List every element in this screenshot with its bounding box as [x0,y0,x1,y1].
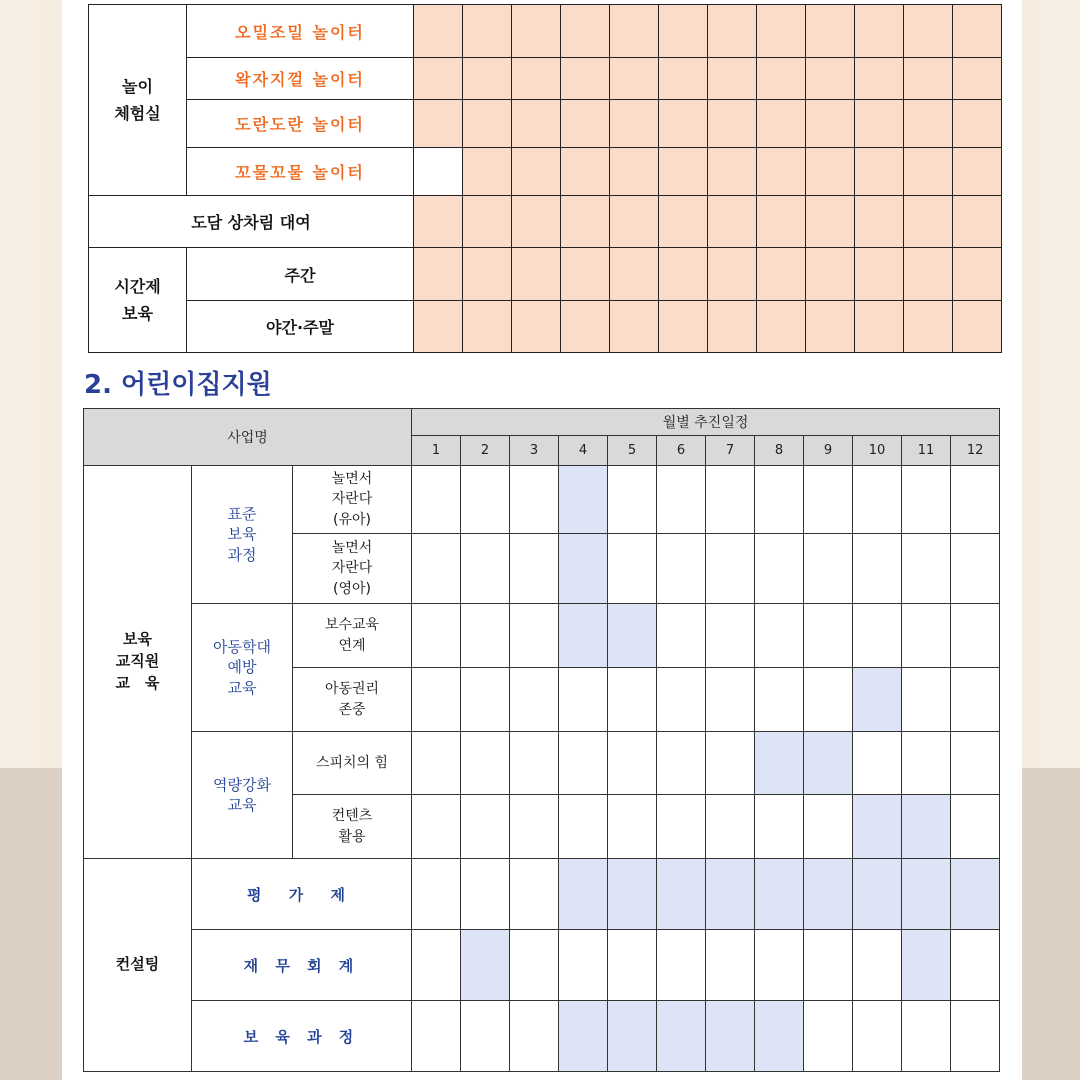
schedule-cell [608,859,657,930]
table-row [89,248,1002,301]
schedule-cell [951,466,1000,534]
schedule-cell [610,248,659,301]
schedule-cell [902,930,951,1001]
schedule-cell [755,930,804,1001]
table-row [89,148,1002,196]
daycare-support-table [83,408,1000,1072]
schedule-cell [755,732,804,795]
play-room-item: 도란도란 놀이터 [187,100,414,148]
month-header-6: 6 [657,436,706,466]
schedule-cell [757,5,806,58]
schedule-cell [804,668,853,732]
play-room-item: 오밀조밀 놀이터 [187,5,414,58]
schedule-cell [659,58,708,100]
schedule-cell [461,466,510,534]
schedule-cell [512,301,561,353]
schedule-cell [757,301,806,353]
schedule-cell [755,604,804,668]
project-name-header: 사업명 [84,409,412,466]
schedule-cell [608,1001,657,1072]
table-row [89,58,1002,100]
schedule-cell [853,668,902,732]
schedule-cell [953,58,1002,100]
schedule-cell [806,148,855,196]
schedule-cell [804,534,853,604]
month-header-1: 1 [412,436,461,466]
table-row [84,859,1000,930]
schedule-cell [559,534,608,604]
schedule-cell [463,301,512,353]
schedule-cell [706,604,755,668]
schedule-cell [806,100,855,148]
schedule-cell [902,534,951,604]
schedule-cell [902,668,951,732]
table-row [84,732,1000,795]
schedule-cell [510,668,559,732]
schedule-cell [461,930,510,1001]
schedule-cell [657,604,706,668]
table-row [89,5,1002,58]
schedule-cell [755,668,804,732]
schedule-cell [414,100,463,148]
schedule-cell [561,196,610,248]
schedule-cell [708,100,757,148]
schedule-cell [512,5,561,58]
schedule-cell [706,859,755,930]
group-label: 보육 교직원 교 육 [84,466,192,859]
schedule-cell [902,1001,951,1072]
schedule-cell [412,604,461,668]
program-label: 놀면서 자란다 (영아) [293,534,412,604]
schedule-cell [414,248,463,301]
schedule-cell [804,466,853,534]
schedule-cell [953,196,1002,248]
schedule-cell [608,466,657,534]
schedule-cell [904,100,953,148]
month-header-4: 4 [559,436,608,466]
schedule-cell [904,301,953,353]
schedule-cell [610,5,659,58]
schedule-cell [559,1001,608,1072]
schedule-cell [561,100,610,148]
schedule-cell [412,668,461,732]
schedule-cell [414,5,463,58]
schedule-cell [659,301,708,353]
schedule-cell [510,466,559,534]
background-right [1042,0,1080,768]
schedule-cell [904,5,953,58]
schedule-cell [951,930,1000,1001]
consulting-item-label: 보 육 과 정 [192,1001,412,1072]
schedule-cell [657,795,706,859]
schedule-cell [708,148,757,196]
schedule-cell [804,795,853,859]
schedule-cell [757,148,806,196]
schedule-cell [706,930,755,1001]
schedule-cell [902,859,951,930]
schedule-cell [610,148,659,196]
schedule-cell [463,58,512,100]
schedule-cell [951,732,1000,795]
facility-schedule-table [88,4,1002,353]
schedule-cell [853,795,902,859]
schedule-cell [706,534,755,604]
section-title: 2. 어린이집지원 [84,370,272,400]
schedule-cell [757,248,806,301]
schedule-cell [510,732,559,795]
play-room-item: 왁자지껄 놀이터 [187,58,414,100]
schedule-cell [755,534,804,604]
schedule-cell [510,1001,559,1072]
schedule-cell [461,795,510,859]
schedule-cell [659,196,708,248]
play-room-item: 꼬물꼬물 놀이터 [187,148,414,196]
schedule-cell [804,1001,853,1072]
schedule-cell [806,5,855,58]
schedule-cell [510,604,559,668]
schedule-cell [755,859,804,930]
schedule-cell [853,466,902,534]
schedule-cell [904,58,953,100]
program-label: 보수교육 연계 [293,604,412,668]
schedule-cell [953,100,1002,148]
subgroup-label: 역량강화 교육 [192,732,293,859]
schedule-cell [708,5,757,58]
schedule-cell [608,604,657,668]
schedule-cell [657,466,706,534]
schedule-cell [804,732,853,795]
schedule-cell [951,534,1000,604]
schedule-cell [657,859,706,930]
schedule-cell [708,301,757,353]
table-row [84,930,1000,1001]
schedule-cell [853,732,902,795]
group-label: 컨설팅 [84,859,192,1072]
schedule-cell [657,534,706,604]
timecare-item: 야간·주말 [187,301,414,353]
program-label: 놀면서 자란다 (유아) [293,466,412,534]
schedule-cell [657,930,706,1001]
month-header-2: 2 [461,436,510,466]
schedule-cell [510,859,559,930]
schedule-cell [561,58,610,100]
schedule-cell [757,58,806,100]
schedule-cell [561,301,610,353]
schedule-cell [559,859,608,930]
schedule-cell [804,859,853,930]
background-left [0,0,40,768]
table-row [84,1001,1000,1072]
schedule-cell [559,795,608,859]
schedule-cell [953,5,1002,58]
schedule-cell [657,668,706,732]
table-row [89,100,1002,148]
schedule-cell [806,58,855,100]
schedule-cell [512,196,561,248]
schedule-cell [706,466,755,534]
schedule-cell [853,534,902,604]
schedule-cell [659,5,708,58]
schedule-cell [659,148,708,196]
schedule-cell [757,100,806,148]
schedule-cell [708,196,757,248]
timecare-item: 주간 [187,248,414,301]
schedule-cell [412,534,461,604]
program-label: 아동권리 존중 [293,668,412,732]
schedule-cell [561,248,610,301]
schedule-cell [853,1001,902,1072]
schedule-cell [804,930,853,1001]
schedule-cell [853,859,902,930]
schedule-cell [512,58,561,100]
month-header-3: 3 [510,436,559,466]
schedule-cell [855,301,904,353]
schedule-cell [414,196,463,248]
schedule-cell [559,732,608,795]
schedule-cell [706,795,755,859]
schedule-cell [512,100,561,148]
schedule-cell [853,604,902,668]
schedule-cell [610,58,659,100]
program-label: 컨텐츠 활용 [293,795,412,859]
program-label: 스피치의 힘 [293,732,412,795]
month-header-10: 10 [853,436,902,466]
schedule-cell [855,5,904,58]
monthly-schedule-header: 월별 추진일정 [412,409,1000,436]
schedule-cell [657,732,706,795]
schedule-cell [461,732,510,795]
table-header-row [84,409,1000,436]
schedule-cell [659,100,708,148]
schedule-cell [608,732,657,795]
schedule-cell [902,795,951,859]
schedule-cell [953,301,1002,353]
subgroup-label: 표준 보육 과정 [192,466,293,604]
schedule-cell [904,196,953,248]
table-row [84,604,1000,668]
schedule-cell [755,1001,804,1072]
schedule-cell [853,930,902,1001]
month-header-11: 11 [902,436,951,466]
schedule-cell [804,604,853,668]
schedule-cell [559,604,608,668]
schedule-cell [708,58,757,100]
schedule-cell [510,930,559,1001]
schedule-cell [902,732,951,795]
schedule-cell [706,668,755,732]
schedule-cell [608,930,657,1001]
schedule-cell [855,58,904,100]
table-row [89,301,1002,353]
month-header-8: 8 [755,436,804,466]
schedule-cell [951,668,1000,732]
schedule-cell [510,534,559,604]
schedule-cell [561,5,610,58]
schedule-cell [755,795,804,859]
schedule-cell [608,668,657,732]
schedule-cell [610,301,659,353]
schedule-cell [706,1001,755,1072]
schedule-cell [414,301,463,353]
play-room-label: 놀이 체험실 [89,5,187,196]
consulting-item-label: 재 무 회 계 [192,930,412,1001]
schedule-cell [561,148,610,196]
schedule-cell [806,196,855,248]
schedule-cell [902,604,951,668]
subgroup-label: 아동학대 예방 교육 [192,604,293,732]
schedule-cell [659,248,708,301]
schedule-cell [414,148,463,196]
schedule-cell [463,5,512,58]
schedule-cell [461,534,510,604]
month-header-9: 9 [804,436,853,466]
schedule-cell [904,148,953,196]
schedule-cell [463,248,512,301]
schedule-cell [412,732,461,795]
schedule-cell [902,466,951,534]
schedule-cell [461,604,510,668]
schedule-cell [461,1001,510,1072]
schedule-cell [412,1001,461,1072]
schedule-cell [855,148,904,196]
schedule-cell [510,795,559,859]
schedule-cell [708,248,757,301]
schedule-cell [559,930,608,1001]
schedule-cell [412,795,461,859]
schedule-cell [904,248,953,301]
schedule-cell [657,1001,706,1072]
schedule-cell [806,301,855,353]
schedule-cell [855,248,904,301]
schedule-cell [610,196,659,248]
table-row [89,196,1002,248]
schedule-cell [755,466,804,534]
schedule-cell [610,100,659,148]
schedule-cell [463,148,512,196]
rental-label: 도담 상차림 대여 [89,196,414,248]
month-header-12: 12 [951,436,1000,466]
schedule-cell [951,859,1000,930]
schedule-cell [414,58,463,100]
schedule-cell [855,196,904,248]
schedule-cell [412,859,461,930]
timecare-label: 시간제 보육 [89,248,187,353]
schedule-cell [559,466,608,534]
schedule-cell [806,248,855,301]
schedule-cell [559,668,608,732]
consulting-item-label: 평 가 제 [192,859,412,930]
schedule-cell [757,196,806,248]
schedule-cell [512,248,561,301]
schedule-cell [953,248,1002,301]
schedule-cell [412,466,461,534]
schedule-cell [953,148,1002,196]
month-header-7: 7 [706,436,755,466]
schedule-cell [706,732,755,795]
month-header-5: 5 [608,436,657,466]
schedule-cell [412,930,461,1001]
schedule-cell [951,1001,1000,1072]
schedule-cell [608,795,657,859]
schedule-cell [608,534,657,604]
schedule-cell [951,795,1000,859]
schedule-cell [855,100,904,148]
schedule-cell [463,100,512,148]
schedule-cell [463,196,512,248]
schedule-cell [951,604,1000,668]
table-row [84,466,1000,534]
schedule-cell [461,859,510,930]
schedule-cell [512,148,561,196]
schedule-cell [461,668,510,732]
